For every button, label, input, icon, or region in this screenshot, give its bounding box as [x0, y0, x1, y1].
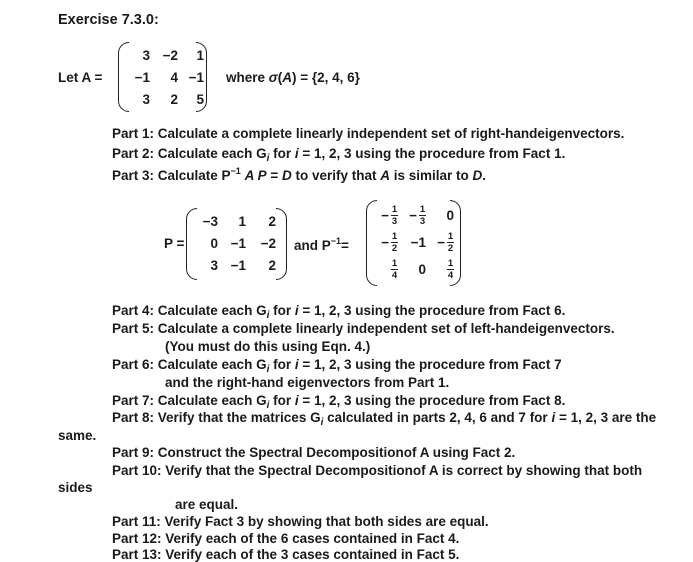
part-10-wrap: sides: [58, 480, 93, 495]
part-7: Part 7: Calculate each $G_i$ for i = 1, 2, 3 using the procedure from Fact 8.: [112, 393, 566, 411]
fraction-numerator: 1: [391, 204, 398, 215]
part-8: Part 8: Verify that the matrices $G_i$ calculated in parts 2, 4, 6 and 7 for i = 1, 2, 3 are the: [112, 410, 657, 428]
matrix-p-cell: −1: [230, 257, 246, 273]
matrix-p-inverse: [370, 202, 454, 283]
matrix-pinv-cell: [437, 232, 454, 253]
exercise-title: Exercise 7.3.0:: [58, 12, 159, 28]
fraction-denominator: 2: [391, 243, 398, 254]
spectrum-statement: where σ(A) = {2, 4, 6}: [226, 70, 360, 85]
fraction-numerator: 1: [391, 231, 398, 242]
matrix-p-cell: 1: [238, 213, 246, 229]
matrix-p-cell: 0: [210, 235, 218, 251]
matrix-a-cell: 3: [142, 47, 150, 63]
matrix-pinv-cell: 0: [446, 208, 454, 223]
matrix-p-right-bracket: [276, 208, 287, 280]
fraction-denominator: 4: [447, 270, 454, 281]
fraction: [391, 259, 398, 280]
fraction: [419, 205, 426, 226]
part-10-continued: are equal.: [175, 497, 239, 512]
part-11: Part 11: Verify Fact 3 by showing that both sides are equal.: [112, 514, 489, 529]
fraction-denominator: 2: [447, 243, 454, 254]
fraction-denominator: 4: [391, 270, 398, 281]
fraction: [391, 232, 398, 253]
part-3: Part 3: Calculate $P^{-1}$ A P = D to verify that A is similar to D.: [112, 166, 487, 183]
part-13: Part 13: Verify each of the 3 cases contained in Fact 5.: [112, 547, 460, 562]
fraction-denominator: 3: [419, 216, 426, 227]
matrix-a-cell: −1: [134, 69, 150, 85]
part-5: Part 5: Calculate a complete linearly independent set of left-handeigenvectors.: [112, 321, 615, 336]
part-9: Part 9: Construct the Spectral Decompositionof A using Fact 2.: [112, 445, 516, 460]
part-4: Part 4: Calculate each $G_i$ for i = 1, 2, 3 using the procedure from Fact 6.: [112, 303, 566, 321]
matrix-a-label: Let A =: [58, 70, 103, 85]
part-12: Part 12: Verify each of the 6 cases contained in Fact 4.: [112, 531, 460, 546]
fraction: [447, 232, 454, 253]
fraction: [447, 259, 454, 280]
matrix-p: [188, 210, 276, 276]
matrix-p-cell: −3: [202, 213, 218, 229]
matrix-p-cell: 2: [268, 257, 276, 273]
matrix-a-cell: 2: [170, 91, 178, 107]
matrix-p-cell: 2: [268, 213, 276, 229]
matrix-pinv-cell: 0: [418, 262, 426, 277]
matrix-a-cell: 5: [196, 91, 204, 107]
matrix-a-cell: 1: [196, 47, 204, 63]
matrix-pinv-cell: [381, 232, 398, 253]
part-8-wrap: same.: [58, 428, 97, 443]
part-6-continued: and the right-hand eigenvectors from Part 1.: [165, 375, 450, 390]
matrix-a-cell: −2: [162, 47, 178, 63]
fraction-numerator: 1: [419, 204, 426, 215]
fraction-sign: −: [409, 208, 417, 223]
part-10: Part 10: Verify that the Spectral Decompositionof A is correct by showing that both: [112, 463, 643, 478]
part-1: Part 1: Calculate a complete linearly independent set of right-handeigenvectors.: [112, 126, 625, 141]
matrix-pinv-cell: [409, 205, 426, 226]
part-5-note: (You must do this using Eqn. 4.): [165, 339, 371, 354]
matrix-a: [122, 44, 204, 110]
matrix-p-label: P =: [164, 236, 185, 251]
fraction-denominator: 3: [391, 216, 398, 227]
matrix-pinv-cell: [389, 259, 398, 280]
fraction-numerator: 1: [447, 258, 454, 269]
matrix-a-cell: 3: [142, 91, 150, 107]
matrix-pinv-cell: [381, 205, 398, 226]
fraction-numerator: 1: [391, 258, 398, 269]
matrix-p-cell: −2: [260, 235, 276, 251]
part-6: Part 6: Calculate each $G_i$ for i = 1, 2, 3 using the procedure from Fact 7: [112, 357, 562, 375]
fraction-numerator: 1: [447, 231, 454, 242]
matrix-p-cell: −1: [230, 235, 246, 251]
matrix-a-cell: 4: [170, 69, 178, 85]
fraction-sign: −: [381, 208, 389, 223]
matrix-p-inverse-label: and $P^{-1}=$: [294, 236, 349, 253]
matrix-a-cell: −1: [188, 69, 204, 85]
fraction-sign: −: [381, 235, 389, 250]
matrix-p-cell: 3: [210, 257, 218, 273]
matrix-pinv-cell: [445, 259, 454, 280]
fraction: [391, 205, 398, 226]
fraction-sign: −: [437, 235, 445, 250]
part-2: Part 2: Calculate each $G_i$ for i = 1, 2, 3 using the procedure from Fact 1.: [112, 146, 566, 164]
matrix-pinv-cell: −1: [410, 235, 426, 250]
